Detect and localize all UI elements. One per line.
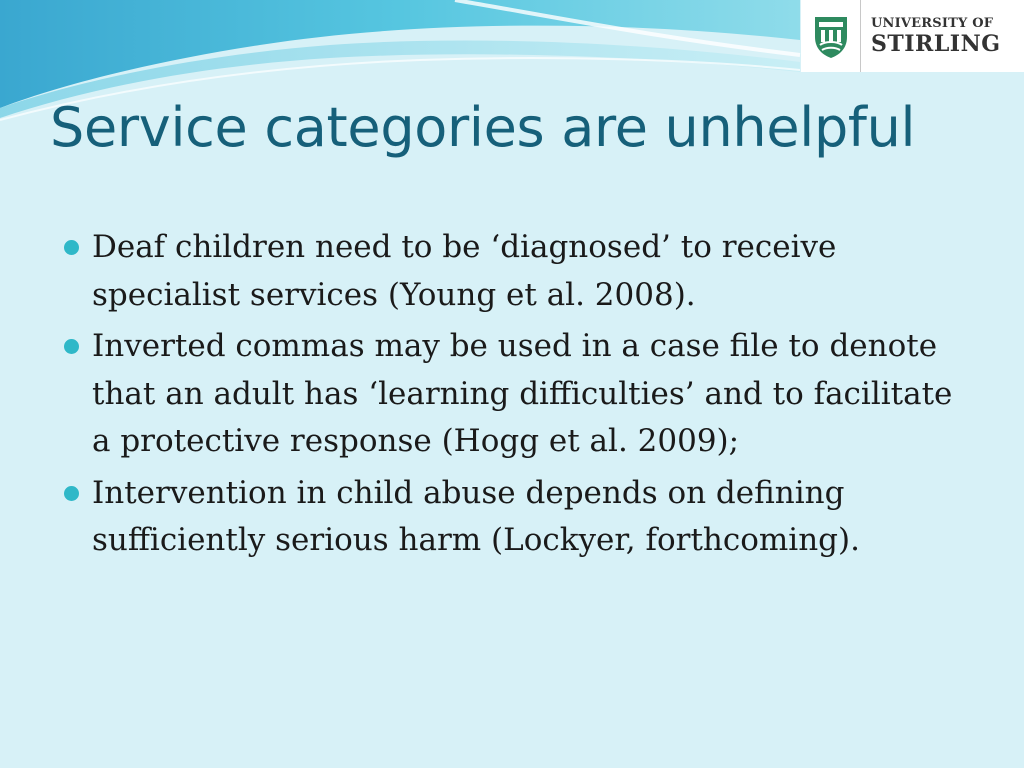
university-wordmark [861, 17, 1001, 55]
bullet-item [60, 224, 960, 319]
logo-line-2: STIRLING [871, 31, 1001, 57]
bullet-text: Deaf children need to be ‘diagnosed’ to receive specialist services (Young et al. 2008). [92, 229, 837, 313]
bullet-dot-icon [64, 486, 79, 501]
bullet-item [60, 470, 960, 565]
bullet-dot-icon [64, 240, 79, 255]
bullet-dot-icon [64, 339, 79, 354]
university-crest-icon [801, 0, 861, 72]
bullet-text: Inverted commas may be used in a case file to denote that an adult has ‘learning difficulties’ and to facilitate a protective response (Hogg et al. 2009); [92, 328, 953, 459]
bullet-list [60, 224, 960, 569]
slide-title: Service categories are unhelpful [50, 96, 916, 159]
university-logo [801, 0, 1024, 72]
bullet-text: Intervention in child abuse depends on defining sufficiently serious harm (Lockyer, forthcoming). [92, 474, 860, 558]
logo-line-1: UNIVERSITY OF [871, 16, 994, 31]
bullet-item [60, 323, 960, 466]
